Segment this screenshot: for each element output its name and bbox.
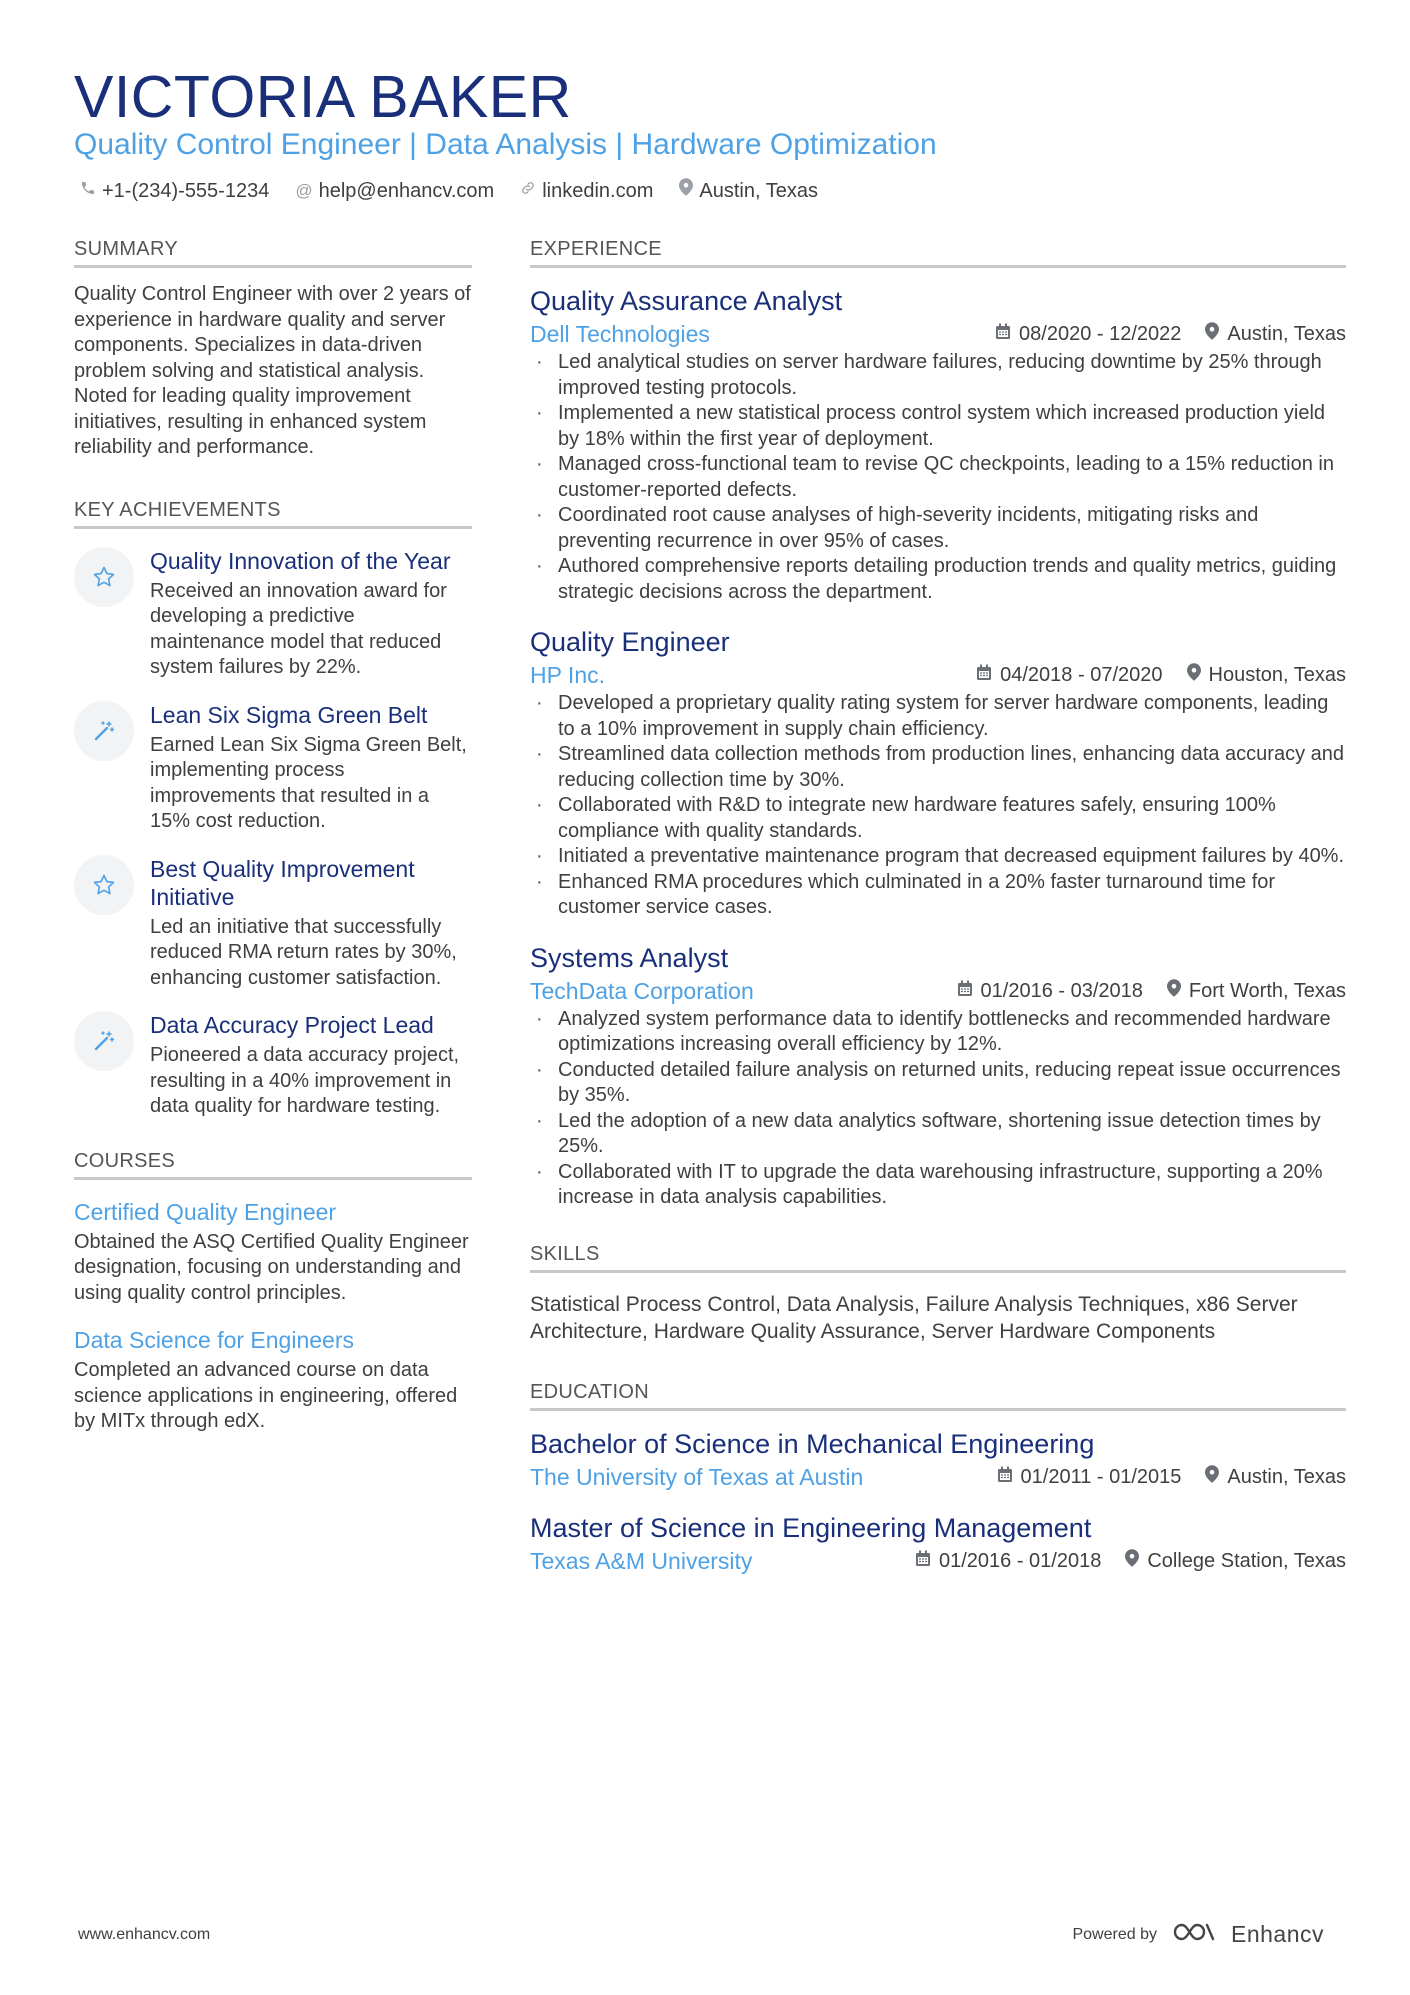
job-entry <box>530 284 1346 605</box>
contact-phone[interactable] <box>80 178 269 204</box>
achievement-text: Led an initiative that successfully reduced RMA return rates by 30%, enhancing customer satisfaction. <box>150 915 457 989</box>
job-dates-text: 04/2018 - 07/2020 <box>1000 664 1163 686</box>
job-bullet: · Managed cross-functional team to revise QC checkpoints, leading to a 15% reduction in customer-reported defects. <box>530 452 1346 503</box>
contact-bar <box>80 178 818 204</box>
job-location-text: Houston, Texas <box>1208 664 1346 686</box>
achievement-item <box>74 547 472 681</box>
job-bullet: · Analyzed system performance data to identify bottlenecks and recommended hardware optimizations increasing overall efficiency by 12%. <box>530 1007 1346 1058</box>
education-location-text: College Station, Texas <box>1147 1549 1346 1572</box>
courses-section <box>74 1148 472 1435</box>
education-heading: EDUCATION <box>530 1379 1346 1411</box>
education-dates <box>915 1547 1101 1575</box>
calendar-icon <box>976 661 992 689</box>
calendar-icon <box>915 1547 931 1575</box>
job-bullet: · Initiated a preventative maintenance program that decreased equipment failures by 40%. <box>530 844 1346 870</box>
magic-wand-icon <box>74 701 134 761</box>
achievement-text: Pioneered a data accuracy project, resulting in a 40% improvement in data quality for hardware testing. <box>150 1044 460 1117</box>
course-title: Certified Quality Engineer <box>74 1198 337 1225</box>
degree-title: Bachelor of Science in Mechanical Engineering <box>530 1428 1095 1459</box>
contact-location <box>679 178 818 204</box>
job-dates-text: 01/2016 - 03/2018 <box>980 979 1143 1002</box>
job-bullet: · Developed a proprietary quality rating system for server hardware components, leading to a 10% improvement in supply chain efficiency. <box>530 691 1346 742</box>
achievement-title: Quality Innovation of the Year <box>150 547 451 574</box>
job-bullets <box>530 1007 1346 1211</box>
company-name: Dell Technologies <box>530 321 710 347</box>
education-meta <box>530 1547 1346 1575</box>
location-pin-icon <box>1167 977 1181 1005</box>
candidate-name: VICTORIA BAKER <box>74 64 572 130</box>
job-bullet: · Coordinated root cause analyses of high-severity incidents, mitigating risks and preventing recurrence in over 95% of cases. <box>530 503 1346 554</box>
footer-branding[interactable] <box>1072 1920 1324 1949</box>
company-name: HP Inc. <box>530 662 605 688</box>
education-location <box>1205 1463 1346 1491</box>
school-name: The University of Texas at Austin <box>530 1463 864 1490</box>
job-dates <box>957 977 1143 1005</box>
star-icon <box>74 855 134 915</box>
location-pin-icon <box>679 178 693 204</box>
education-entry <box>530 1511 1346 1575</box>
achievement-title: Lean Six Sigma Green Belt <box>150 701 428 728</box>
job-location <box>1187 661 1347 689</box>
education-location-text: Austin, Texas <box>1227 1465 1346 1488</box>
job-bullets <box>530 350 1346 605</box>
skills-section <box>530 1241 1346 1345</box>
summary-heading: SUMMARY <box>74 236 472 268</box>
job-bullet: · Collaborated with IT to upgrade the data warehousing infrastructure, supporting a 20% increase in data analysis capabilities. <box>530 1160 1346 1211</box>
education-location <box>1125 1547 1346 1575</box>
powered-by-text: Powered by <box>1072 1925 1157 1943</box>
experience-heading: EXPERIENCE <box>530 236 1346 268</box>
location-text: Austin, Texas <box>699 180 818 202</box>
right-column <box>530 236 1346 1595</box>
course-item <box>74 1198 472 1307</box>
brand-name: Enhancv <box>1230 1921 1324 1947</box>
job-bullet: · Led the adoption of a new data analytics software, shortening issue detection times by 25%. <box>530 1109 1346 1160</box>
job-location-text: Fort Worth, Texas <box>1188 979 1346 1002</box>
location-pin-icon <box>1205 320 1219 348</box>
job-bullet: · Implemented a new statistical process control system which increased production yield by 18% within the first year of deployment. <box>530 401 1346 452</box>
job-bullet: · Streamlined data collection methods from production lines, enhancing data accuracy and reducing collection time by 30%. <box>530 742 1346 793</box>
location-pin-icon <box>1125 1547 1139 1575</box>
job-bullets <box>530 691 1346 921</box>
job-dates-text: 08/2020 - 12/2022 <box>1019 323 1182 345</box>
job-bullet: · Led analytical studies on server hardware failures, reducing downtime by 25% through improved testing protocols. <box>530 350 1346 401</box>
education-entry <box>530 1427 1346 1491</box>
education-dates <box>997 1463 1182 1491</box>
star-icon <box>74 547 134 607</box>
experience-section <box>530 236 1346 1211</box>
achievement-text: Earned Lean Six Sigma Green Belt, implementing process improvements that resulted in a 15% cost reduction. <box>150 733 467 832</box>
education-dates-text: 01/2011 - 01/2015 <box>1020 1465 1182 1488</box>
location-pin-icon <box>1205 1463 1219 1491</box>
achievement-item <box>74 701 472 835</box>
location-pin-icon <box>1187 661 1201 689</box>
education-dates-text: 01/2016 - 01/2018 <box>938 1549 1102 1572</box>
job-entry <box>530 941 1346 1211</box>
achievement-item <box>74 855 472 992</box>
course-text: Completed an advanced course on data science applications in engineering, offered by MITx through edX. <box>74 1359 458 1432</box>
skills-heading: SKILLS <box>530 1241 1346 1273</box>
job-bullet: · Collaborated with R&D to integrate new hardware features safely, ensuring 100% compliance with quality standards. <box>530 793 1346 844</box>
job-location <box>1205 320 1346 348</box>
summary-section <box>74 236 472 461</box>
job-title: Quality Assurance Analyst <box>530 286 843 316</box>
left-column <box>74 236 472 1455</box>
linkedin-text: linkedin.com <box>542 180 654 202</box>
achievement-title: Best Quality Improvement Initiative <box>150 855 415 910</box>
job-bullet: · Authored comprehensive reports detailing production trends and quality metrics, guiding strategic decisions across the department. <box>530 554 1346 605</box>
education-meta <box>530 1463 1346 1491</box>
job-bullet: · Enhanced RMA procedures which culminated in a 20% faster turnaround time for customer service cases. <box>530 870 1346 921</box>
skills-text: Statistical Process Control, Data Analysis, Failure Analysis Techniques, x86 Server Architecture, Hardware Quality Assurance, Server Hardware Components <box>530 1292 1298 1343</box>
footer-website[interactable]: www.enhancv.com <box>78 1926 211 1943</box>
job-dates <box>976 661 1162 689</box>
calendar-icon <box>957 977 973 1005</box>
calendar-icon <box>995 320 1011 348</box>
link-icon <box>520 178 536 204</box>
email-text: help@enhancv.com <box>318 180 495 202</box>
contact-email[interactable] <box>295 178 494 204</box>
enhancv-logo-icon <box>1171 1920 1217 1949</box>
school-name: Texas A&M University <box>530 1547 753 1574</box>
job-bullet: · Conducted detailed failure analysis on returned units, reducing repeat issue occurrences by 35%. <box>530 1058 1346 1109</box>
phone-icon <box>80 178 96 204</box>
education-section <box>530 1379 1346 1575</box>
contact-linkedin[interactable] <box>520 178 653 204</box>
job-title: Systems Analyst <box>530 942 729 973</box>
at-icon: @ <box>295 181 313 200</box>
degree-title: Master of Science in Engineering Management <box>530 1512 1092 1543</box>
job-meta <box>530 320 1346 348</box>
calendar-icon <box>997 1463 1013 1491</box>
achievements-section <box>74 497 472 1120</box>
achievements-heading: KEY ACHIEVEMENTS <box>74 497 472 529</box>
candidate-headline: Quality Control Engineer | Data Analysis | Hardware Optimization <box>74 128 937 161</box>
magic-wand-icon <box>74 1011 134 1071</box>
job-meta <box>530 661 1346 689</box>
course-item <box>74 1326 472 1435</box>
job-location-text: Austin, Texas <box>1227 323 1346 345</box>
course-title: Data Science for Engineers <box>74 1327 354 1353</box>
achievement-text: Received an innovation award for developing a predictive maintenance model that reduced system failures by 22%. <box>150 579 447 678</box>
job-entry <box>530 625 1346 921</box>
courses-heading: COURSES <box>74 1148 472 1180</box>
achievement-title: Data Accuracy Project Lead <box>150 1012 434 1038</box>
phone-text: +1-(234)-555-1234 <box>102 180 270 202</box>
job-dates <box>995 320 1181 348</box>
job-location <box>1167 977 1346 1005</box>
summary-text: Quality Control Engineer with over 2 years of experience in hardware quality and server components. Specializes in data-driven problem solving and statistical analysis. Noted for leading quality improvement initiatives, resulting in enhanced system reliability and performance. <box>74 283 471 458</box>
company-name: TechData Corporation <box>530 977 754 1004</box>
job-meta <box>530 977 1346 1005</box>
job-title: Quality Engineer <box>530 627 730 657</box>
course-text: Obtained the ASQ Certified Quality Engineer designation, focusing on understanding and using quality control principles. <box>74 1230 469 1304</box>
achievement-item <box>74 1011 472 1120</box>
